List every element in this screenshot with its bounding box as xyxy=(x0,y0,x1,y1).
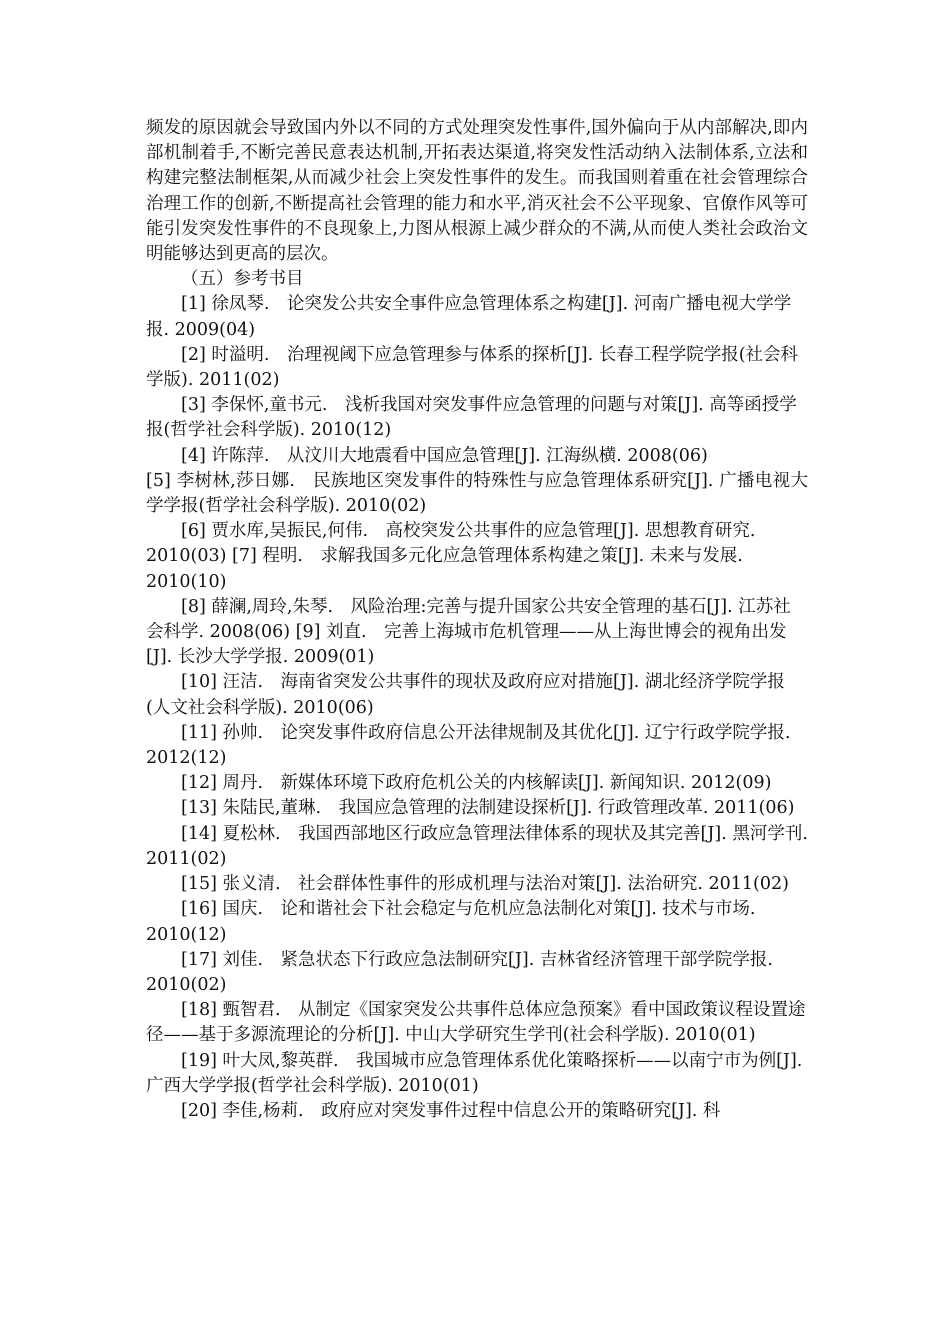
reference-item: [17] 刘佳. 紧急状态下行政应急法制研究[J]. 吉林省经济管理干部学院学报. 2010(02) xyxy=(146,949,773,995)
reference-item: [14] 夏松林. 我国西部地区行政应急管理法律体系的现状及其完善[J]. 黑河学刊. 2011(02) xyxy=(146,823,808,869)
reference-item: [20] 李佳,杨莉. 政府应对突发事件过程中信息公开的策略研究[J]. 科 xyxy=(181,1100,721,1121)
reference-item: [18] 甄智君. 从制定《国家突发公共事件总体应急预案》看中国政策议程设置途径——基于多源流理论的分析[J]. 中山大学研究生学刊(社会科学版). 2010(01) xyxy=(146,1000,806,1046)
reference-item: [19] 叶大凤,黎英群. 我国城市应急管理体系优化策略探析——以南宁市为例[J]. 广西大学学报(哲学社会科学版). 2010(01) xyxy=(146,1050,803,1096)
reference-item: [16] 国庆. 论和谐社会下社会稳定与危机应急法制化对策[J]. 技术与市场. 2010(12) xyxy=(146,899,756,945)
reference-item: [6] 贾水库,吴振民,何伟. 高校突发公共事件的应急管理[J]. 思想教育研究. 2010(03) [7] 程明. 求解我国多元化应急管理体系构建之策[J]. 未来与发展. 2010(10) xyxy=(146,521,756,592)
reference-item: [15] 张义清. 社会群体性事件的形成机理与法治对策[J]. 法治研究. 2011(02) xyxy=(181,874,789,895)
reference-item: [8] 薛澜,周玲,朱琴. 风险治理:完善与提升国家公共安全管理的基石[J]. 江苏社会科学. 2008(06) [9] 刘直. 完善上海城市危机管理——从上海世博会的视角出发[J]. 长沙大学学报. 2009(01) xyxy=(146,596,791,668)
reference-item: [11] 孙帅. 论突发事件政府信息公开法律规制及其优化[J]. 辽宁行政学院学报. 2012(12) xyxy=(146,722,791,769)
document-page xyxy=(146,116,808,1124)
reference-item: [10] 汪洁. 海南省突发公共事件的现状及政府应对措施[J]. 湖北经济学院学报(人文社会科学版). 2010(06) xyxy=(146,672,785,718)
reference-item: [1] 徐凤琴. 论突发公共安全事件应急管理体系之构建[J]. 河南广播电视大学学报. 2009(04) xyxy=(146,294,792,340)
reference-item: [4] 许陈萍. 从汶川大地震看中国应急管理[J]. 江海纵横. 2008(06) xyxy=(181,445,708,466)
section-title: （五）参考书目 xyxy=(181,269,304,290)
reference-item: [5] 李树林,莎日娜. 民族地区突发事件的特殊性与应急管理体系研究[J]. 广播电视大学学报(哲学社会科学版). 2010(02) xyxy=(146,470,808,517)
reference-item: [12] 周丹. 新媒体环境下政府危机公关的内核解读[J]. 新闻知识. 2012(09) xyxy=(181,773,772,794)
body-paragraph: 频发的原因就会导致国内外以不同的方式处理突发性事件,国外偏向于从内部解决,即内部机制着手,不断完善民意表达机制,开拓表达渠道,将突发性活动纳入法制体系,立法和构建完整法制框架,从而减少社会上突发性事件的发生。而我国则着重在社会管理综合治理工作的创新,不断提高社会管理的能力和水平,消灭社会不公平现象、官僚作风等可能引发突发性事件的不良现象上,力图从根源上减少群众的不满,从而使人类社会政治文明能够达到更高的层次。 xyxy=(146,118,808,265)
reference-item: [13] 朱陆民,董琳. 我国应急管理的法制建设探析[J]. 行政管理改革. 2011(06) xyxy=(181,798,795,819)
reference-item: [3] 李保怀,童书元. 浅析我国对突发事件应急管理的问题与对策[J]. 高等函授学报(哲学社会科学版). 2010(12) xyxy=(146,395,797,441)
reference-item: [2] 时溢明. 治理视阈下应急管理参与体系的探析[J]. 长春工程学院学报(社会科学版). 2011(02) xyxy=(146,344,799,391)
